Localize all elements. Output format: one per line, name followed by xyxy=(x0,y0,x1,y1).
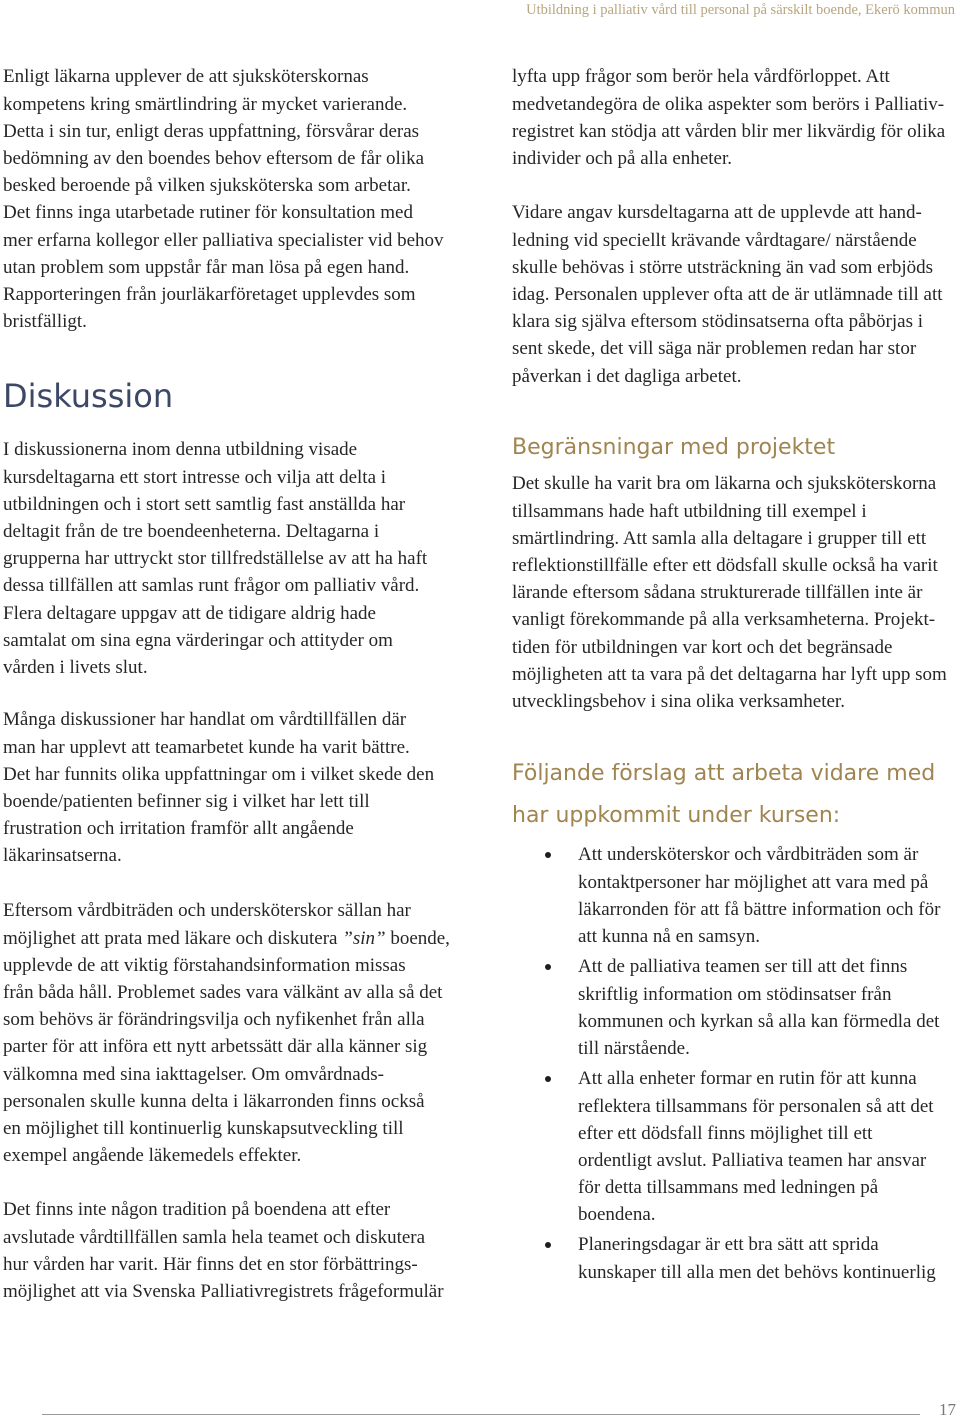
text-line: ordentligt avslut. Palliativa teamen har ansvar xyxy=(578,1149,927,1171)
text-line: till närstående. xyxy=(578,1037,690,1059)
text-line: smärtlindring. Att samla alla deltagare i grupper till ett xyxy=(512,527,927,549)
text-line: vanligt förekommande på alla verksamheterna. Projekt- xyxy=(512,609,936,631)
text-line: Flera deltagare uppgav att de tidigare aldrig hade xyxy=(3,602,376,624)
text-line: lärande eftersom sådana strukturerade tillfällen inte är xyxy=(512,582,923,604)
paragraph xyxy=(3,63,444,335)
text-line: läkarinsatserna. xyxy=(3,845,122,867)
text-line: klara sig själva eftersom stödinsatserna ofta påbörjas i xyxy=(512,311,924,333)
text-line: Rapporteringen från jourläkarföretaget upplevdes som xyxy=(3,283,416,305)
paragraph xyxy=(3,1196,444,1305)
text-line: exempel angående läkemedels effekter. xyxy=(3,1145,302,1167)
text-line: individer och på alla enheter. xyxy=(512,147,732,169)
list-item-text xyxy=(578,1231,936,1285)
text-line: deltagit från de tre boendeenheterna. Deltagarna i xyxy=(3,520,380,542)
text-line: dessa tillfällen att samlas runt frågor om palliativ vård. xyxy=(3,575,420,597)
text-segment: möjlighet att prata med läkare och diskutera xyxy=(3,927,343,949)
text-line: läkarronden för att få bättre information och för xyxy=(578,898,941,920)
text-line: välkomna med sina iakttagelser. Om omvårdnads- xyxy=(3,1063,384,1085)
text-line: skriftlig information om stödinsatser från xyxy=(578,983,892,1005)
text-line: möjligheten att ta vara på det deltagarna har lyft upp som xyxy=(512,663,947,685)
running-header: Utbildning i palliativ vård till personal på särskilt boende, Ekerö kommun xyxy=(526,2,955,18)
text-line: avslutade vårdtillfällen samla hela teamet och diskutera xyxy=(3,1226,426,1248)
text-line: kommunen och kyrkan så alla kan förmedla det xyxy=(578,1010,940,1032)
section-heading-proposals xyxy=(512,753,935,837)
text-line: Vidare angav kursdeltagarna att de upplevde att hand- xyxy=(512,202,922,224)
text-line: grupperna har uttryckt stor tillfredställelse av att ha haft xyxy=(3,548,428,570)
text-line: mer erfarna kollegor eller palliativa specialister vid behov xyxy=(3,229,444,251)
page-number: 17 xyxy=(939,1400,956,1419)
text-line: boendena. xyxy=(578,1204,656,1226)
bullet-icon xyxy=(545,852,551,858)
list-item xyxy=(578,1231,936,1285)
text-line: besked beroende på vilken sjuksköterska som arbetar. xyxy=(3,175,411,197)
paragraph xyxy=(3,706,434,869)
text-line: reflektera tillsammans för personalen så att det xyxy=(578,1095,934,1117)
list-item xyxy=(578,953,939,1062)
text-line: bedömning av den boendes behov eftersom de får olika xyxy=(3,147,425,169)
text-line: upplevde de att viktig förstahandsinformation missas xyxy=(3,954,406,976)
paragraph xyxy=(3,897,450,1169)
text-line: idag. Personalen upplever ofta att de är utlämnade till att xyxy=(512,283,943,305)
text-line: Planeringsdagar är ett bra sätt att sprida xyxy=(578,1234,879,1256)
text-line: kontaktpersoner har möjlighet att vara med på xyxy=(578,871,929,893)
emphasized-text: ”sin” xyxy=(342,927,386,949)
text-line: möjlighet att via Svenska Palliativregistrets frågeformulär xyxy=(3,1280,444,1302)
text-line: som behövs är förändringsvilja och nyfikenhet från alla xyxy=(3,1009,425,1031)
paragraph xyxy=(512,63,945,172)
text-line: man har upplevt att teamarbetet kunde ha varit bättre. xyxy=(3,736,410,758)
text-segment: boende, xyxy=(385,927,450,949)
text-line: kursdeltagarna ett stort intresse och vilja att delta i xyxy=(3,466,387,488)
section-heading-diskussion: Diskussion xyxy=(3,377,174,415)
text-line: hur vården har varit. Här finns det en stor förbättrings- xyxy=(3,1253,418,1275)
list-item-text xyxy=(578,953,939,1062)
text-line: Det skulle ha varit bra om läkarna och sjuksköterskorna xyxy=(512,473,937,495)
footer-rule xyxy=(42,1414,920,1415)
text-line: Många diskussioner har handlat om vårdtillfällen där xyxy=(3,709,407,731)
text-line xyxy=(3,925,450,952)
heading-line: Följande förslag att arbeta vidare med xyxy=(512,761,936,786)
text-line: Att undersköterskor och vårdbiträden som är xyxy=(578,844,919,866)
text-line: frustration och irritation framför allt angående xyxy=(3,818,354,840)
text-line: lyfta upp frågor som berör hela vårdförloppet. Att xyxy=(512,66,890,88)
bullet-icon xyxy=(545,1242,551,1248)
text-line: samtalat om sina egna värderingar och attityder om xyxy=(3,629,393,651)
text-line: Enligt läkarna upplever de att sjuksköterskornas xyxy=(3,66,369,88)
paragraph xyxy=(512,199,943,389)
text-line: från båda håll. Problemet sades vara välkänt av alla så det xyxy=(3,981,443,1003)
text-line: en möjlighet till kontinuerlig kunskapsutveckling till xyxy=(3,1117,404,1139)
text-line: kompetens kring smärtlindring är mycket varierande. xyxy=(3,93,408,115)
text-line: reflektionstillfälle efter ett dödsfall skulle också ha varit xyxy=(512,554,938,576)
text-line: utan problem som uppstår får man lösa på egen hand. xyxy=(3,256,410,278)
text-line: Det finns inte någon tradition på boendena att efter xyxy=(3,1199,391,1221)
text-line: Det har funnits olika uppfattningar om i vilket skede den xyxy=(3,763,435,785)
text-line: påverkan i det dagliga arbetet. xyxy=(512,365,742,387)
list-item xyxy=(578,841,940,950)
text-line: parter för att införa ett nytt arbetssätt där alla känner sig xyxy=(3,1036,428,1058)
text-line: efter ett dödsfall finns möjlighet till ett xyxy=(578,1122,873,1144)
text-line: utvecklingsbehov i sina olika verksamheter. xyxy=(512,690,845,712)
text-line: tiden för utbildningen var kort och det begränsade xyxy=(512,636,893,658)
text-line: Att alla enheter formar en rutin för att kunna xyxy=(578,1068,917,1090)
text-line: tillsammans hade haft utbildning till exempel i xyxy=(512,500,867,522)
text-line: Detta i sin tur, enligt deras uppfattning, försvårar deras xyxy=(3,120,420,142)
text-line: skulle behövas i större utsträckning än vad som erbjöds xyxy=(512,256,934,278)
text-line: Att de palliativa teamen ser till att det finns xyxy=(578,956,908,978)
text-line: I diskussionerna inom denna utbildning visade xyxy=(3,439,358,461)
text-line: boende/patienten befinner sig i vilket har lett till xyxy=(3,790,370,812)
text-line: registret kan stödja att vården blir mer likvärdig för olika xyxy=(512,120,946,142)
section-heading-limitations: Begränsningar med projektet xyxy=(512,435,836,460)
text-line: personalen skulle kunna delta i läkarronden finns också xyxy=(3,1090,425,1112)
text-line: att kunna nå en samsyn. xyxy=(578,925,761,947)
list-item-text xyxy=(578,1065,934,1228)
bullet-icon xyxy=(545,1076,551,1082)
text-line: medvetandegöra de olika aspekter som berörs i Palliativ- xyxy=(512,93,945,115)
text-line: Eftersom vårdbiträden och undersköterskor sällan har xyxy=(3,900,411,922)
text-line: utbildningen och i stort sett samtlig fast anställda har xyxy=(3,493,406,515)
text-line: sent skede, det vill säga när problemen redan har stor xyxy=(512,338,917,360)
heading-line: har uppkommit under kursen: xyxy=(512,803,841,828)
text-line: ledning vid speciellt krävande vårdtagare/ närstående xyxy=(512,229,917,251)
text-line: för detta tillsammans med ledningen på xyxy=(578,1177,879,1199)
bullet-icon xyxy=(545,964,551,970)
text-line: Det finns inga utarbetade rutiner för konsultation med xyxy=(3,202,413,224)
paragraph xyxy=(512,470,947,715)
text-line: vården i livets slut. xyxy=(3,656,148,678)
paragraph xyxy=(3,436,427,681)
text-line: bristfälligt. xyxy=(3,311,87,333)
text-line: kunskaper till alla men det behövs kontinuerlig xyxy=(578,1261,936,1283)
list-item-text xyxy=(578,841,940,950)
list-item xyxy=(578,1065,934,1228)
